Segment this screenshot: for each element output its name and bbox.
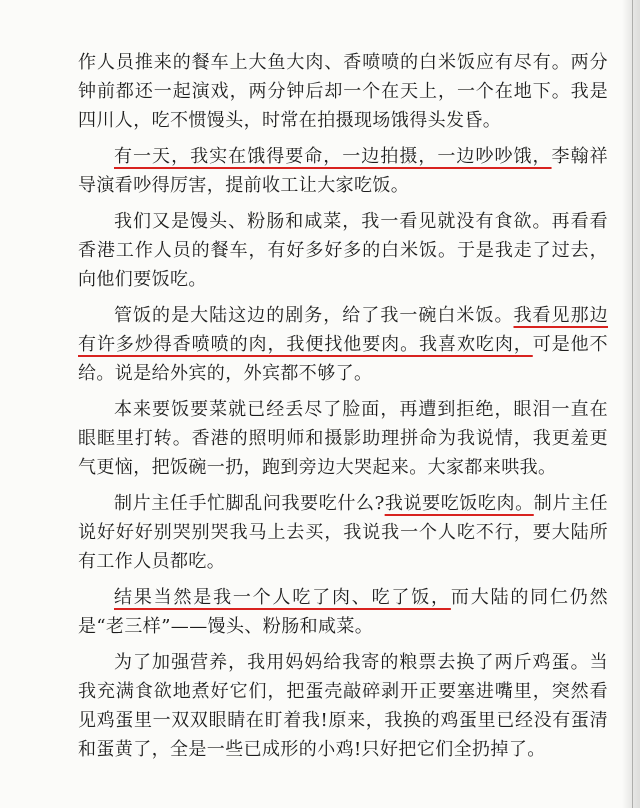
underlined-text: 我说要吃饭吃肉。 — [384, 493, 534, 514]
text-run: 可是他不给。说是给外宾的，外宾都不够了。 — [78, 334, 608, 384]
paragraph-4 — [78, 301, 608, 388]
paragraph-3 — [78, 207, 608, 294]
paragraph-8 — [78, 648, 608, 764]
underlined-text: 结果当然是我一个人吃了肉、吃了饭， — [114, 587, 451, 608]
underlined-text: 我看见那边有许多炒得香喷喷的肉，我便找他要肉。我喜欢吃肉， — [78, 305, 608, 355]
text-run: 制片主任说好好好别哭别哭我马上去买，我说我一个人吃不行，要大陆所有工作人员都吃。 — [78, 493, 609, 572]
paragraph-7 — [78, 583, 608, 641]
paragraph-1 — [78, 48, 608, 135]
paragraph-6 — [78, 489, 608, 576]
text-run: 为了加强营养，我用妈妈给我寄的粮票去换了两斤鸡蛋。当我充满食欲地煮好它们，把蛋壳敲碎剥开正要塞进嘴里，突然看见鸡蛋里一双双眼睛在盯着我!原来，我换的鸡蛋里已经没有蛋清和蛋黄了，全是一些已成形的小鸡!只好把它们全扔掉了。 — [78, 652, 608, 760]
underlined-text: 有一天，我实在饿得要命，一边拍摄，一边吵吵饿， — [114, 146, 552, 167]
paragraph-5 — [78, 395, 608, 482]
page-edge-shadow — [622, 0, 640, 808]
text-run: 李翰祥导演看吵得厉害，提前收工让大家吃饭。 — [78, 146, 608, 196]
body-text — [78, 48, 608, 771]
text-run: 本来要饭要菜就已经丢尽了脸面，再遭到拒绝，眼泪一直在眼眶里打转。香港的照明师和摄影助理拼命为我说情，我更羞更气更恼，把饭碗一扔，跑到旁边大哭起来。大家都来哄我。 — [78, 399, 608, 478]
text-run: 管饭的是大陆这边的剧务，给了我一碗白米饭。 — [114, 305, 514, 326]
text-run: 我们又是馒头、粉肠和咸菜，我一看见就没有食欲。再看看香港工作人员的餐车，有好多好多的白米饭。于是我走了过去，向他们要饭吃。 — [78, 211, 608, 290]
text-run: 作人员推来的餐车上大鱼大肉、香喷喷的白米饭应有尽有。两分钟前都还一起演戏，两分钟后却一个在天上，一个在地下。我是四川人，吃不惯馒头，时常在拍摄现场饿得头发昏。 — [78, 52, 608, 131]
text-run: 制片主任手忙脚乱问我要吃什么? — [114, 493, 385, 514]
text-run: 而大陆的同仁仍然是“老三样”——馒头、粉肠和咸菜。 — [78, 587, 608, 637]
paragraph-2 — [78, 142, 608, 200]
